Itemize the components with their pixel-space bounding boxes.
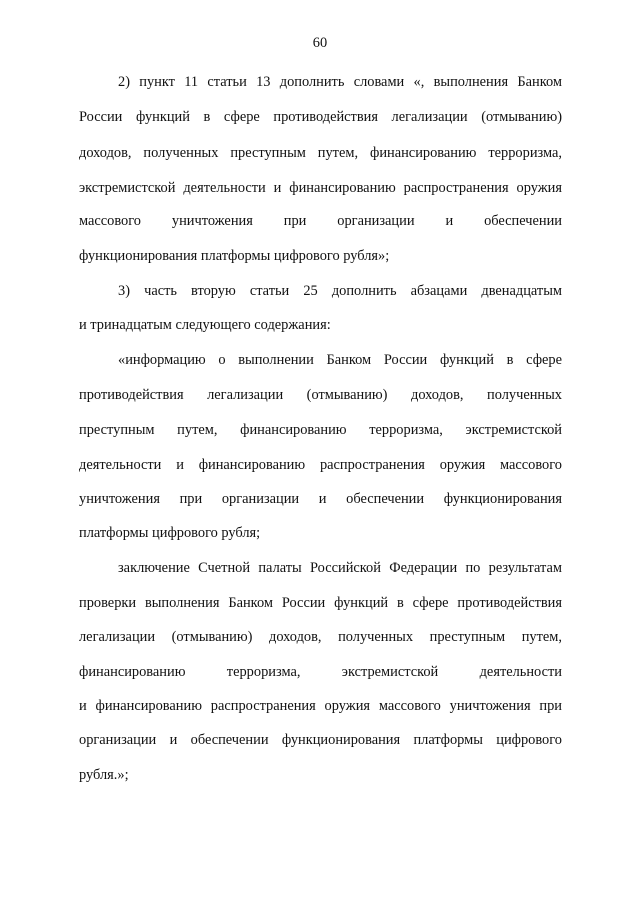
text-line: массового уничтожения при организации и обеспечении — [79, 213, 562, 229]
text-line: финансированию терроризма, экстремистской деятельности — [79, 664, 562, 680]
text-line: 3) часть вторую статьи 25 дополнить абзацами двенадцатым — [118, 283, 562, 299]
text-line: России функций в сфере противодействия легализации (отмыванию) — [79, 109, 562, 125]
text-line: легализации (отмыванию) доходов, полученных преступным путем, — [79, 629, 562, 645]
text-line: проверки выполнения Банком России функций в сфере противодействия — [79, 595, 562, 611]
text-line: рубля.»; — [79, 767, 129, 783]
text-line: преступным путем, финансированию терроризма, экстремистской — [79, 422, 562, 438]
text-line: доходов, полученных преступным путем, финансированию терроризма, — [79, 145, 562, 161]
text-line: и тринадцатым следующего содержания: — [79, 317, 331, 333]
text-line: экстремистской деятельности и финансированию распространения оружия — [79, 180, 562, 196]
text-line: платформы цифрового рубля; — [79, 525, 261, 541]
text-line: функционирования платформы цифрового рубля»; — [79, 248, 390, 264]
text-line: 2) пункт 11 статьи 13 дополнить словами «, выполнения Банком — [118, 74, 562, 90]
text-line: «информацию о выполнении Банком России функций в сфере — [118, 352, 562, 368]
text-line: и финансированию распространения оружия массового уничтожения при — [79, 698, 562, 714]
text-line: организации и обеспечении функционирования платформы цифрового — [79, 732, 562, 748]
text-line: заключение Счетной палаты Российской Федерации по результатам — [118, 560, 562, 576]
page-number: 60 — [312, 35, 328, 51]
text-line: уничтожения при организации и обеспечении функционирования — [79, 491, 562, 507]
text-line: деятельности и финансированию распространения оружия массового — [79, 457, 562, 473]
text-line: противодействия легализации (отмыванию) доходов, полученных — [79, 387, 562, 403]
